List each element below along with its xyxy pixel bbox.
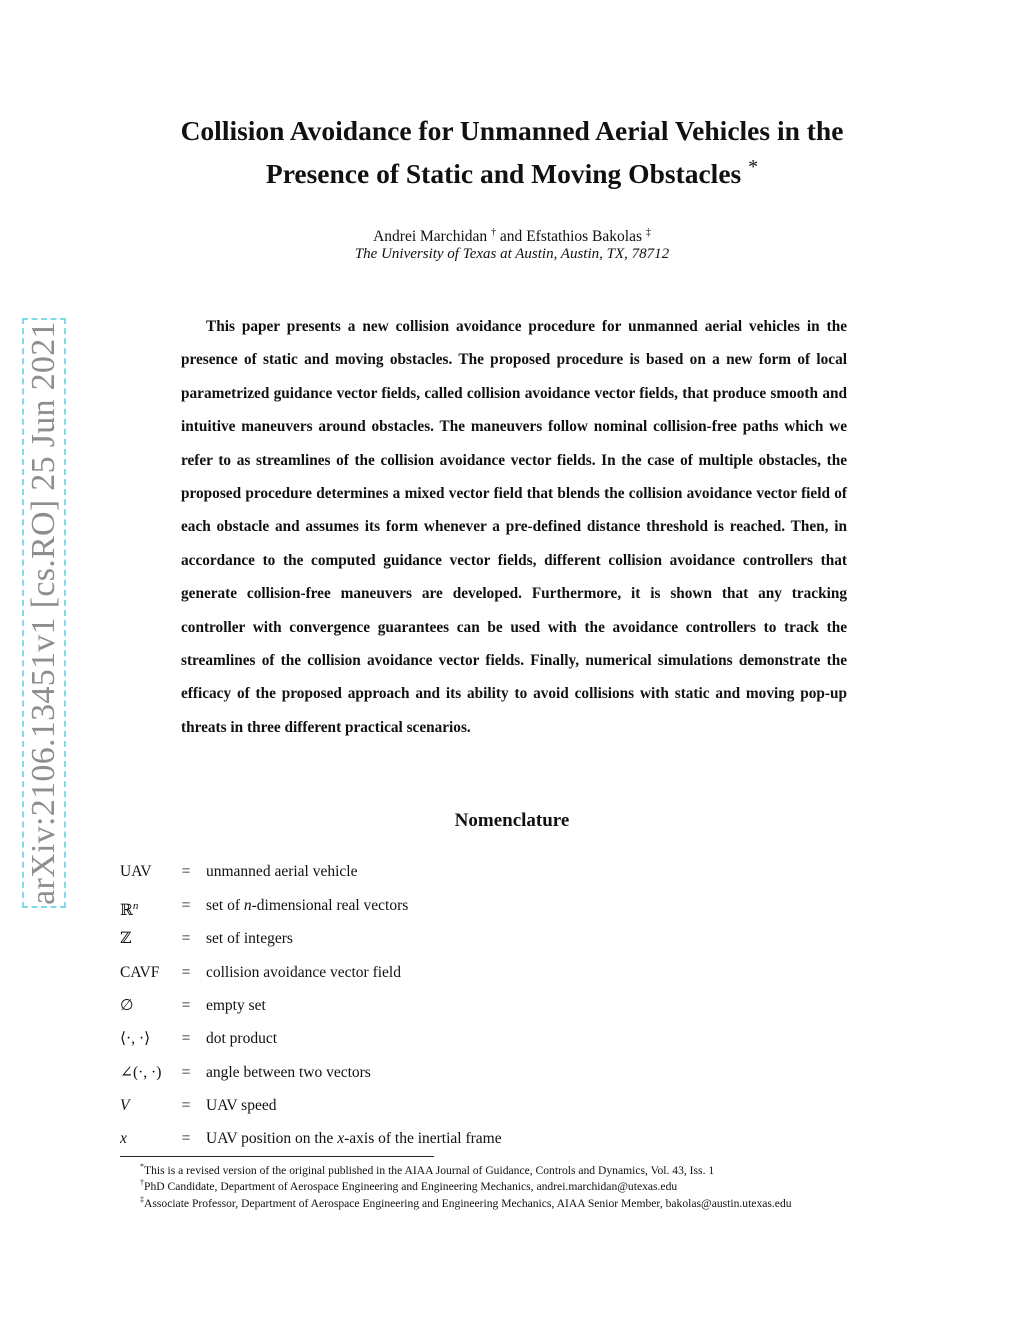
affiliation: The University of Texas at Austin, Austin, TX, 78712 bbox=[354, 246, 670, 262]
author-1: Andrei Marchidan bbox=[373, 228, 488, 246]
nomenclature-symbol: CAVF bbox=[120, 964, 160, 981]
nomenclature-heading: Nomenclature bbox=[454, 810, 570, 831]
footnote-text: This is a revised version of the original published in the AIAA Journal of Guidance, Controls and Dynamics, Vol. 43, Iss. 1 bbox=[144, 1163, 715, 1177]
nomenclature-symbol: UAV bbox=[120, 863, 152, 880]
title-line-2: Presence of Static and Moving Obstacles bbox=[265, 158, 742, 190]
nomenclature-symbol: ∠(·, ·) bbox=[120, 1064, 162, 1081]
author-join: and bbox=[499, 228, 523, 246]
nomenclature-equals: = bbox=[181, 997, 191, 1014]
nomenclature-equals: = bbox=[181, 897, 191, 914]
definition-variable: x bbox=[337, 1130, 345, 1147]
nomenclature-definition: empty set bbox=[206, 997, 266, 1014]
paper-title bbox=[120, 112, 904, 192]
nomenclature-definition: unmanned aerial vehicle bbox=[206, 863, 358, 880]
nomenclature-equals: = bbox=[181, 964, 191, 981]
definition-variable: n bbox=[243, 897, 252, 914]
definition-post: -axis of the inertial frame bbox=[344, 1130, 502, 1147]
footnote-mark: * bbox=[140, 1162, 144, 1171]
nomenclature-symbol: V bbox=[120, 1097, 130, 1114]
nomenclature-equals: = bbox=[181, 1130, 191, 1147]
symbol-base: ℝ bbox=[120, 902, 133, 920]
nomenclature-definition: angle between two vectors bbox=[206, 1064, 371, 1081]
footnote-mark: † bbox=[140, 1178, 144, 1187]
nomenclature-symbol bbox=[120, 894, 180, 923]
nomenclature-equals: = bbox=[181, 1030, 191, 1047]
title-footnote-mark: * bbox=[748, 156, 759, 178]
author-2-mark: ‡ bbox=[645, 227, 651, 238]
footnote-text: PhD Candidate, Department of Aerospace Engineering and Engineering Mechanics, andrei.marchidan@utexas.edu bbox=[144, 1179, 678, 1193]
nomenclature-equals: = bbox=[181, 930, 191, 947]
footnote bbox=[140, 1192, 792, 1211]
nomenclature-symbol: x bbox=[120, 1130, 127, 1147]
footnote-divider bbox=[120, 1156, 434, 1157]
nomenclature-definition bbox=[206, 894, 408, 918]
nomenclature-symbol: ∅ bbox=[120, 997, 134, 1014]
nomenclature-definition: dot product bbox=[206, 1030, 278, 1047]
title-line-1: Collision Avoidance for Unmanned Aerial Vehicles in the bbox=[180, 115, 844, 146]
nomenclature-symbol: ℤ bbox=[120, 930, 132, 947]
definition-pre: set of bbox=[206, 897, 244, 914]
symbol-superscript: n bbox=[132, 900, 139, 912]
definition-pre: UAV position on the bbox=[206, 1130, 338, 1147]
author-1-mark: † bbox=[491, 227, 497, 238]
nomenclature-definition bbox=[206, 1127, 502, 1151]
nomenclature-definition: set of integers bbox=[206, 930, 293, 947]
footnote-mark: ‡ bbox=[140, 1195, 144, 1204]
nomenclature-definition: collision avoidance vector field bbox=[206, 964, 401, 981]
footnote-text: Associate Professor, Department of Aerospace Engineering and Engineering Mechanics, AIAA Senior Member, bakolas@austin.utexas.edu bbox=[144, 1196, 792, 1210]
arxiv-stamp bbox=[22, 318, 66, 908]
author-2: Efstathios Bakolas bbox=[526, 228, 642, 246]
abstract: This paper presents a new collision avoidance procedure for unmanned aerial vehicles in the presence of static and moving obstacles. The proposed procedure is based on a new form of local parametrized guidance vector fields, called collision avoidance vector fields, that produce smooth and intuitive maneuvers around obstacles. The maneuvers follow nominal collision-free paths which we refer to as streamlines of the collision avoidance vector fields. In the case of multiple obstacles, the proposed procedure determines a mixed vector field that blends the collision avoidance vector field of each obstacle and assumes its form whenever a pre-defined distance threshold is reached. Then, in accordance to the computed guidance vector fields, different collision avoidance controllers that generate collision-free maneuvers are developed. Furthermore, it is shown that any tracking controller with convergence guarantees can be used with the avoidance controllers to track the streamlines of the collision avoidance vector fields. Finally, numerical simulations demonstrate the efficacy of the proposed approach and its ability to avoid collisions with static and moving pop-up threats in three different practical scenarios. bbox=[181, 318, 847, 736]
definition-post: -dimensional real vectors bbox=[251, 897, 409, 914]
nomenclature-equals: = bbox=[181, 1097, 191, 1114]
nomenclature-symbol: ⟨·, ·⟩ bbox=[120, 1030, 151, 1047]
nomenclature-definition: UAV speed bbox=[206, 1097, 277, 1114]
arxiv-stamp-text: arXiv:2106.13451v1 [cs.RO] 25 Jun 2021 bbox=[25, 321, 62, 905]
nomenclature-equals: = bbox=[181, 1064, 191, 1081]
nomenclature-equals: = bbox=[181, 863, 191, 880]
